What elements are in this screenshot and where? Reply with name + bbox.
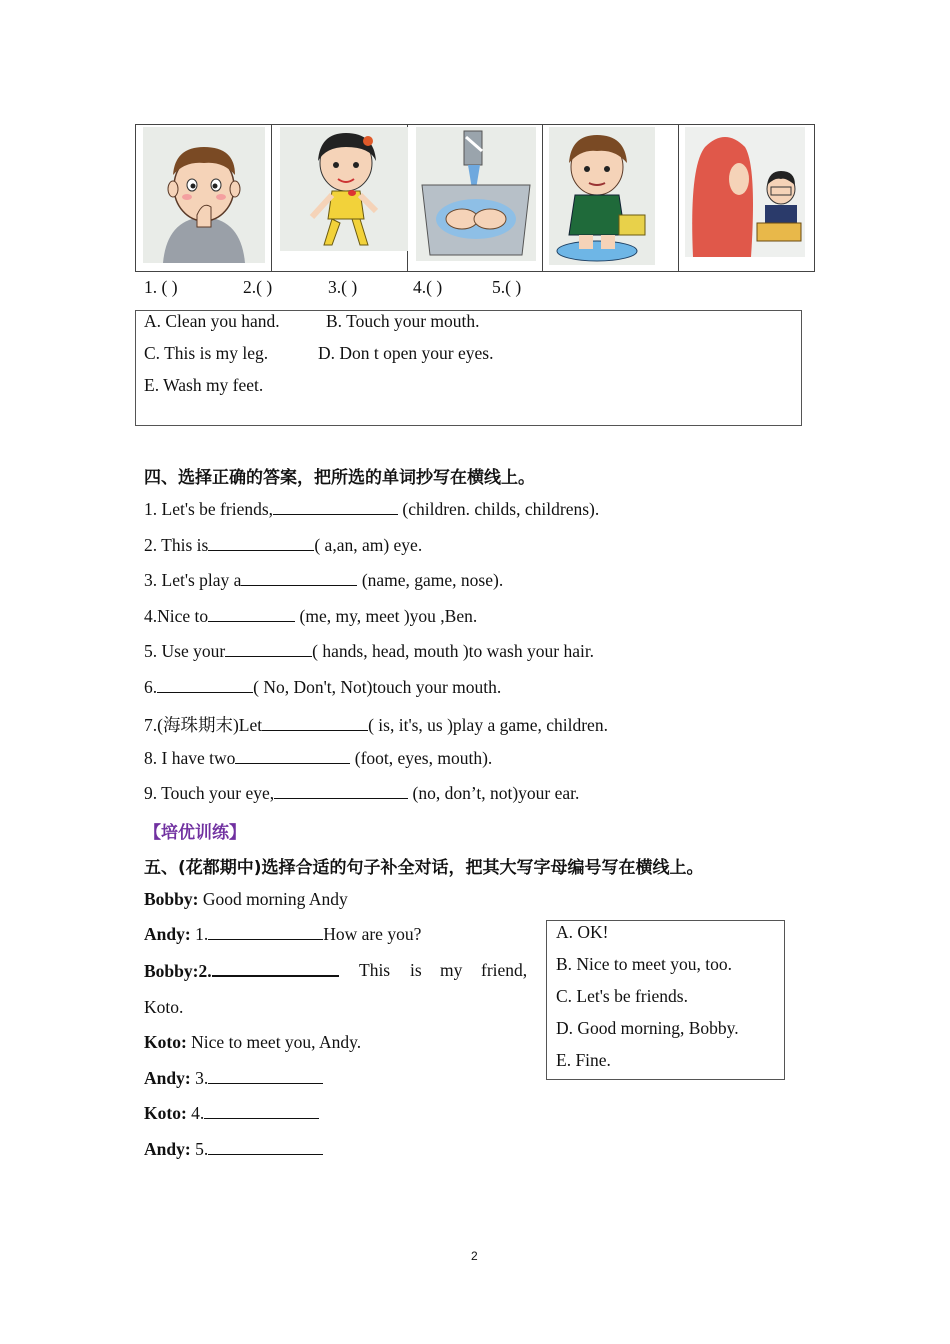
q4-9-blank — [274, 783, 408, 799]
dialog-blank-5 — [208, 1139, 323, 1155]
dialog-line-5 — [144, 1068, 323, 1089]
dialog-blank-2 — [212, 960, 339, 977]
speaker-andy: Andy: — [144, 924, 191, 944]
q4-item-7 — [144, 712, 608, 737]
q4-7-before: 7.(海珠期末)Let — [144, 715, 263, 735]
q4-item-5 — [144, 641, 594, 662]
choice-a: A. OK! — [556, 922, 609, 942]
q4-5-blank — [225, 641, 312, 657]
picture-cell-1 — [136, 125, 272, 271]
dialog-blank-4 — [204, 1103, 319, 1119]
q4-item-8 — [144, 748, 492, 769]
picture-cell-2 — [272, 125, 408, 271]
dialog-num: 3. — [190, 1068, 209, 1088]
speaker-koto: Koto: — [144, 1032, 187, 1052]
dialog-text: How are you? — [323, 924, 422, 944]
dialog-line-1 — [144, 889, 348, 910]
q4-5-after: ( hands, head, mouth )to wash your hair. — [312, 641, 595, 661]
dialog-line-2 — [144, 924, 421, 945]
q4-item-9 — [144, 783, 579, 804]
boy-touching-mouth-image — [143, 127, 265, 263]
dialog-text: Nice to meet you, Andy. — [186, 1032, 362, 1052]
dialog-word: my — [440, 960, 463, 980]
q4-8-blank — [235, 748, 350, 764]
dialog-num: 4. — [186, 1103, 205, 1123]
option-a: A. Clean you hand. — [144, 311, 280, 331]
q4-item-1 — [144, 499, 599, 520]
option-d: D. Don t open your eyes. — [318, 343, 494, 363]
q4-3-after: (name, game, nose). — [357, 570, 504, 590]
section4-heading: 四、选择正确的答案，把所选的单词抄写在横线上。 — [144, 468, 535, 488]
teacher-and-boy-covering-eyes-image — [685, 127, 805, 257]
speaker-bobby: Bobby: — [144, 889, 199, 909]
q4-6-before: 6. — [144, 677, 158, 697]
q4-2-after: ( a,an, am) eye. — [314, 535, 423, 555]
picture-table — [135, 124, 815, 272]
dialog-line-6 — [144, 1103, 319, 1124]
q4-4-blank — [208, 606, 295, 622]
dialog-blank-1 — [208, 924, 323, 940]
q4-2-before: 2. This is — [144, 535, 209, 555]
q4-9-after: (no, don’t, not)your ear. — [408, 783, 580, 803]
q4-1-after: (children. childs, childrens). — [398, 499, 600, 519]
q4-1-blank — [273, 499, 398, 515]
hands-washing-at-sink-image — [416, 127, 536, 261]
q4-4-before: 4.Nice to — [144, 606, 209, 626]
choice-d: D. Good morning, Bobby. — [556, 1018, 739, 1038]
q4-7-after: ( is, it's, us )play a game, children. — [368, 715, 608, 735]
q4-3-before: 3. Let's play a — [144, 570, 242, 590]
answer-blank-1: 1. ( ) — [144, 277, 178, 297]
speaker-koto: Koto: — [144, 1103, 187, 1123]
q4-item-4 — [144, 606, 477, 627]
choice-c: C. Let's be friends. — [556, 986, 688, 1006]
answer-blank-5: 5.( ) — [492, 277, 522, 297]
dialog-word: is — [410, 960, 422, 980]
q4-9-before: 9. Touch your eye, — [144, 783, 275, 803]
q4-2-blank — [208, 535, 314, 551]
option-c: C. This is my leg. — [144, 343, 269, 363]
girl-pointing-leg-image — [280, 127, 408, 251]
dialog-text: Good morning Andy — [198, 889, 348, 909]
dialog-blank-3 — [208, 1068, 323, 1084]
dialog-word: This — [359, 960, 391, 980]
answer-blank-4: 4.( ) — [413, 277, 443, 297]
q4-5-before: 5. Use your — [144, 641, 226, 661]
q4-6-blank — [157, 677, 253, 693]
q4-item-6 — [144, 677, 501, 698]
picture-cell-3 — [408, 125, 544, 271]
q4-6-after: ( No, Don't, Not)touch your mouth. — [253, 677, 502, 697]
dialog-num: 5. — [190, 1139, 209, 1159]
q4-8-after: (foot, eyes, mouth). — [350, 748, 493, 768]
picture-cell-4 — [543, 125, 679, 271]
q4-1-before: 1. Let's be friends, — [144, 499, 274, 519]
dialog-line-4 — [144, 1032, 361, 1053]
q4-7-blank — [262, 715, 368, 731]
q4-8-before: 8. I have two — [144, 748, 236, 768]
speaker-andy: Andy: — [144, 1068, 191, 1088]
section5-heading: 五、(花都期中)选择合适的句子补全对话，把其大写字母编号写在横线上。 — [144, 858, 704, 878]
page-number: 2 — [471, 1249, 478, 1263]
q4-item-2 — [144, 535, 422, 556]
speaker-bobby: Bobby:2. — [144, 961, 212, 981]
answer-blank-2: 2.( ) — [243, 277, 273, 297]
choice-b: B. Nice to meet you, too. — [556, 954, 732, 974]
boy-washing-feet-image — [549, 127, 655, 265]
dialog-line-3 — [144, 960, 532, 982]
dialog-num: 1. — [190, 924, 209, 944]
answer-blank-3: 3.( ) — [328, 277, 358, 297]
choice-e: E. Fine. — [556, 1050, 611, 1070]
speaker-andy: Andy: — [144, 1139, 191, 1159]
training-label: 【培优训练】 — [144, 823, 246, 843]
q4-4-after: (me, my, meet )you ,Ben. — [295, 606, 478, 626]
option-b: B. Touch your mouth. — [326, 311, 480, 331]
picture-cell-5 — [679, 125, 814, 271]
dialog-word: friend, — [481, 960, 528, 980]
q4-item-3 — [144, 570, 503, 591]
option-e: E. Wash my feet. — [144, 375, 264, 395]
q4-3-blank — [241, 570, 357, 586]
dialog-line-3-cont: Koto. — [144, 997, 184, 1017]
dialog-line-7 — [144, 1139, 323, 1160]
